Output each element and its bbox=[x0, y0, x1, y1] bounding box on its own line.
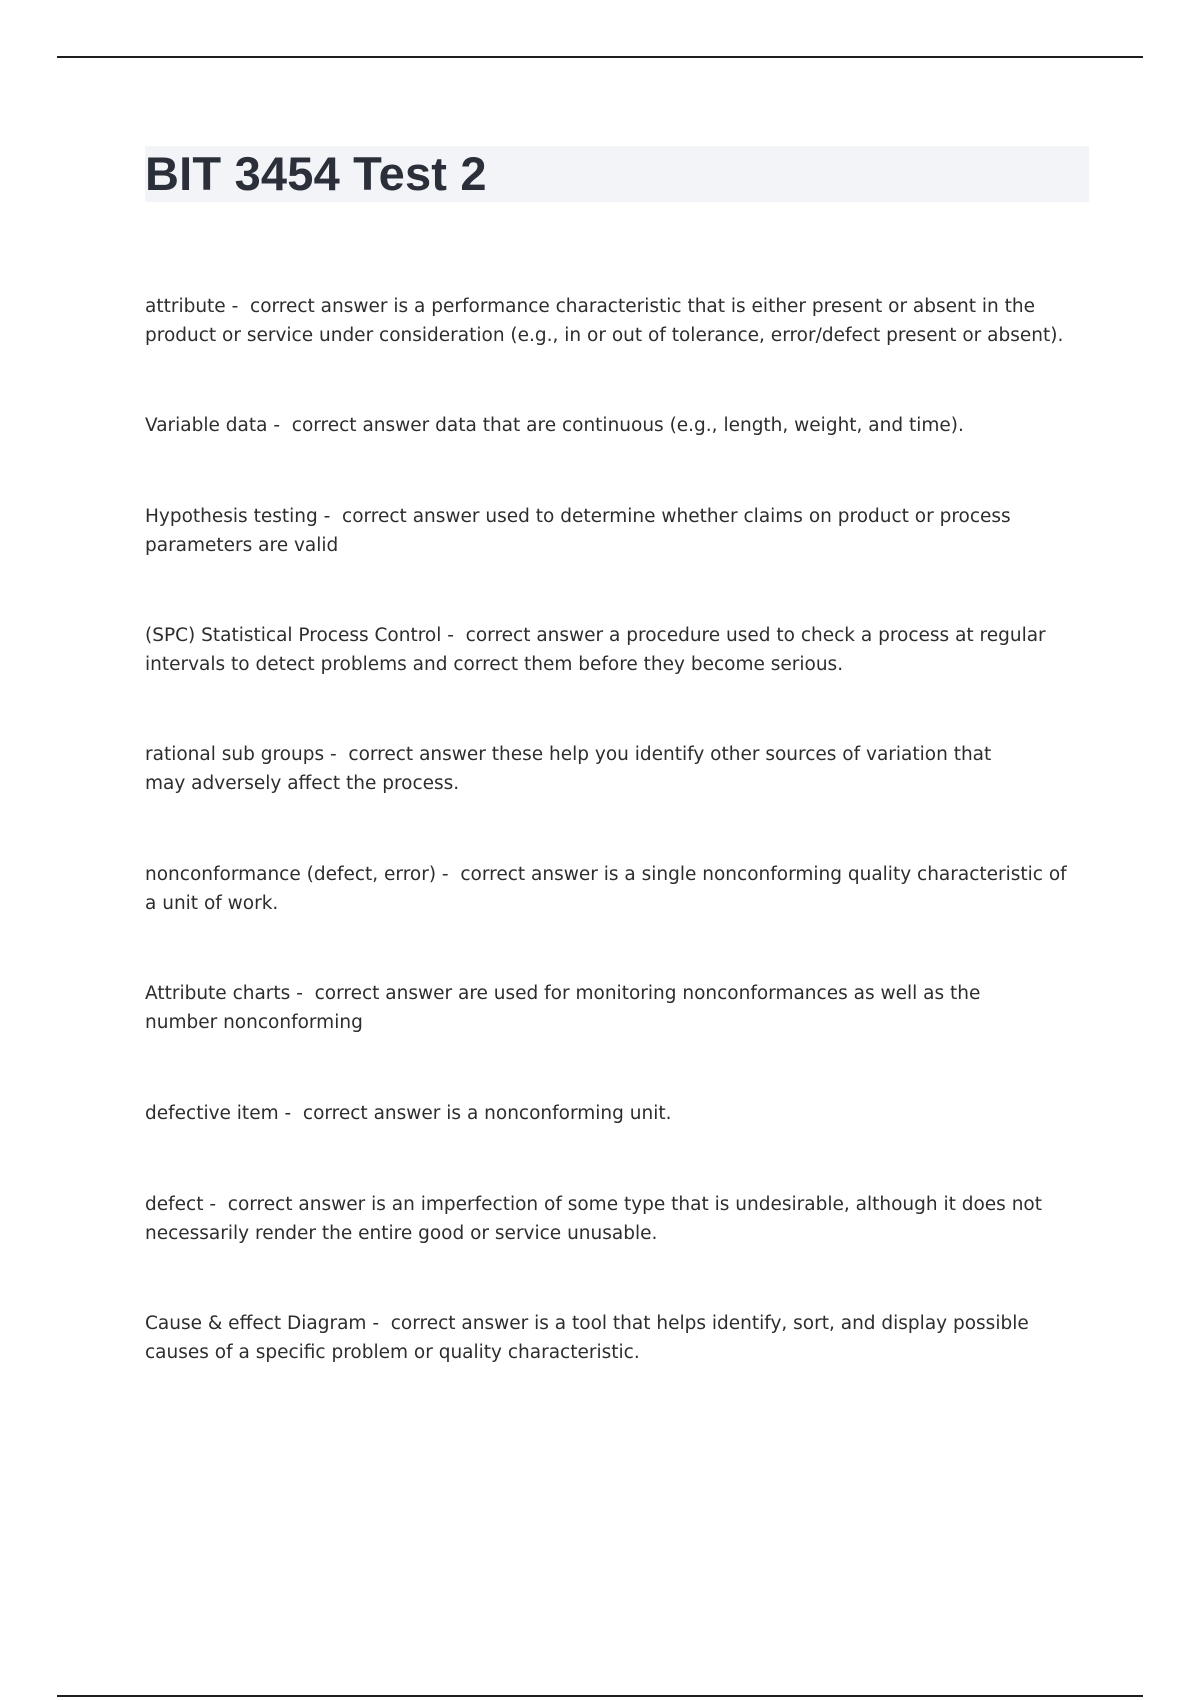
flashcard-entry bbox=[145, 502, 1015, 560]
flashcard-entry bbox=[145, 979, 1055, 1037]
entry-term: Hypothesis testing bbox=[145, 506, 318, 527]
entry-separator: - correct answer bbox=[290, 983, 458, 1004]
entry-answer: is a tool that helps identify, sort, and display possible causes of a specific problem or quality characteristic. bbox=[145, 1313, 1029, 1363]
flashcard-entry bbox=[145, 411, 1095, 440]
flashcard-entry bbox=[145, 860, 1075, 918]
entry-term: attribute bbox=[145, 296, 226, 317]
entry-separator: - correct answer bbox=[267, 415, 436, 436]
bottom-divider bbox=[57, 1695, 1143, 1697]
entry-term: Attribute charts bbox=[145, 983, 291, 1004]
entry-separator: - correct answer bbox=[436, 864, 604, 885]
entry-term: (SPC) Statistical Process Control bbox=[145, 625, 442, 646]
top-divider bbox=[57, 56, 1143, 58]
entry-separator: - correct answer bbox=[225, 296, 394, 317]
entry-term: rational sub groups bbox=[145, 744, 325, 765]
entry-answer: a procedure used to check a process at regular intervals to detect problems and correct them before they become serious. bbox=[145, 625, 1046, 675]
entry-answer: is an imperfection of some type that is undesirable, although it does not necessarily render the entire good or service unusable. bbox=[145, 1194, 1042, 1244]
flashcard-entry bbox=[145, 1190, 1045, 1248]
flashcard-entry bbox=[145, 1309, 1095, 1367]
entry-separator: - correct answer bbox=[278, 1103, 447, 1124]
entry-term: Cause & effect Diagram bbox=[145, 1313, 367, 1334]
entry-separator: - correct answer bbox=[366, 1313, 535, 1334]
entry-answer: is a performance characteristic that is either present or absent in the product or service under consideration (e.g., in or out of tolerance, error/defect present or absent). bbox=[145, 296, 1064, 346]
flashcard-entry bbox=[145, 621, 1095, 679]
entry-answer: are used for monitoring nonconformances as well as the number nonconforming bbox=[145, 983, 981, 1033]
entry-separator: - correct answer bbox=[317, 506, 486, 527]
entry-term: defective item bbox=[145, 1103, 279, 1124]
page-title: BIT 3454 Test 2 bbox=[145, 147, 487, 200]
entry-answer: these help you identify other sources of variation that may adversely affect the process. bbox=[145, 744, 992, 794]
entry-answer: data that are continuous (e.g., length, weight, and time). bbox=[435, 415, 964, 436]
entry-separator: - correct answer bbox=[324, 744, 492, 765]
entry-term: Variable data bbox=[145, 415, 268, 436]
flashcard-entry bbox=[145, 740, 1035, 798]
title-banner bbox=[145, 146, 1089, 202]
entry-term: defect bbox=[145, 1194, 204, 1215]
entry-separator: - correct answer bbox=[203, 1194, 372, 1215]
entry-separator: - correct answer bbox=[441, 625, 610, 646]
flashcard-entry bbox=[145, 1099, 1095, 1128]
flashcard-entry bbox=[145, 292, 1095, 350]
entry-answer: is a single nonconforming quality characteristic of a unit of work. bbox=[145, 864, 1067, 914]
entry-answer: is a nonconforming unit. bbox=[446, 1103, 672, 1124]
entry-answer: used to determine whether claims on product or process parameters are valid bbox=[145, 506, 1011, 556]
entry-term: nonconformance (defect, error) bbox=[145, 864, 437, 885]
